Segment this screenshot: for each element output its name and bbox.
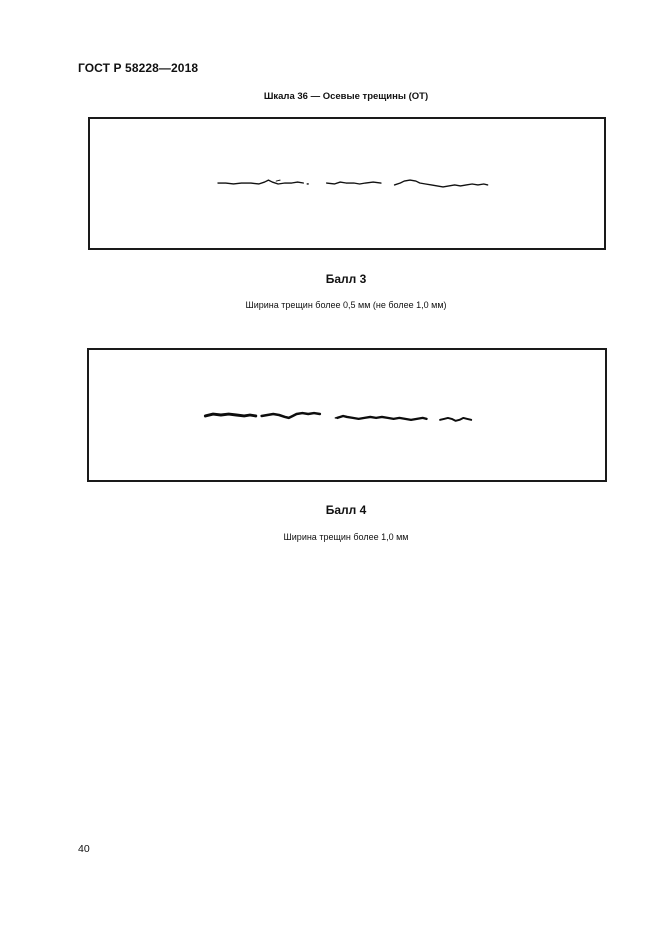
grade-label: Балл 3 bbox=[325, 272, 367, 286]
crack-segment bbox=[440, 418, 471, 421]
crack-segment bbox=[262, 413, 320, 418]
grade-description: Ширина трещин более 0,5 мм (не более 1,0 мм) bbox=[245, 300, 447, 310]
crack-segment bbox=[327, 182, 381, 184]
scale-title: Шкала 36 — Осевые трещины (ОТ) bbox=[263, 91, 429, 102]
crack-segment bbox=[276, 180, 280, 181]
crack-segment bbox=[218, 180, 303, 184]
document-code: ГОСТ Р 58228—2018 bbox=[78, 61, 199, 75]
page-number: 40 bbox=[78, 843, 90, 855]
crack-segment bbox=[337, 416, 426, 420]
crack-segment bbox=[205, 414, 255, 416]
axial-crack-drawing-wide bbox=[89, 350, 605, 480]
grade-description: Ширина трещин более 1,0 мм bbox=[283, 532, 409, 542]
grade-label: Балл 4 bbox=[325, 503, 367, 517]
crack-sample-grade-4 bbox=[87, 348, 607, 482]
crack-sample-grade-3 bbox=[88, 117, 606, 250]
axial-crack-drawing-thin bbox=[90, 119, 604, 248]
crack-segment bbox=[335, 417, 339, 418]
crack-segment bbox=[395, 180, 488, 187]
